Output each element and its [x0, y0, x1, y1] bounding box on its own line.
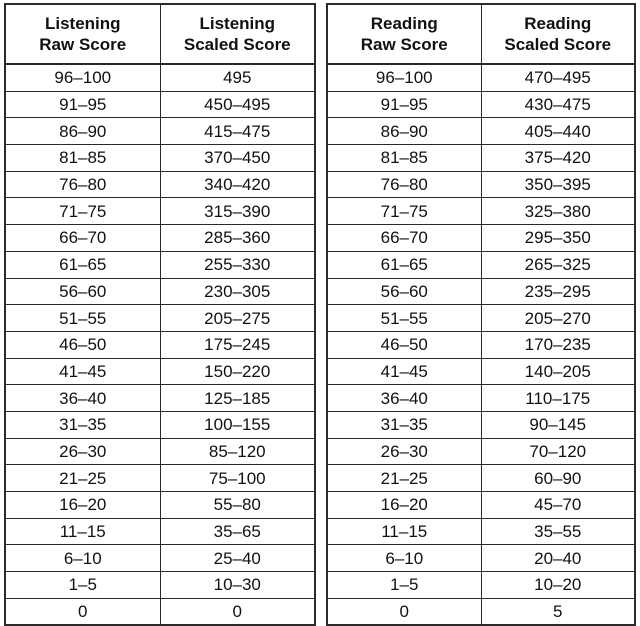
- listening-raw-score-cell: 86–90: [5, 118, 160, 145]
- reading-raw-score-cell: 61–65: [327, 251, 481, 278]
- listening-scaled-score-cell: 125–185: [160, 385, 315, 412]
- listening-scaled-score-cell: 370–450: [160, 145, 315, 172]
- table-row: [327, 518, 635, 545]
- reading-scaled-score-cell: 470–495: [481, 64, 635, 91]
- table-row: [5, 171, 315, 198]
- reading-table-body: [327, 64, 635, 625]
- reading-raw-score-header: [327, 4, 481, 64]
- table-row: [5, 385, 315, 412]
- listening-scaled-score-cell: 315–390: [160, 198, 315, 225]
- reading-raw-score-cell: 96–100: [327, 64, 481, 91]
- listening-scaled-score-cell: 35–65: [160, 518, 315, 545]
- reading-scaled-score-cell: 375–420: [481, 145, 635, 172]
- reading-scaled-score-cell: 325–380: [481, 198, 635, 225]
- listening-scaled-score-cell: 85–120: [160, 438, 315, 465]
- table-row: [327, 278, 635, 305]
- reading-scaled-score-cell: 60–90: [481, 465, 635, 492]
- listening-raw-score-cell: 51–55: [5, 305, 160, 332]
- reading-raw-header-line-2: Raw Score: [360, 35, 448, 54]
- listening-scaled-header-line-1: Listening: [199, 14, 276, 33]
- listening-raw-score-cell: 61–65: [5, 251, 160, 278]
- table-row: [327, 438, 635, 465]
- listening-scaled-score-cell: 450–495: [160, 91, 315, 118]
- listening-raw-score-cell: 96–100: [5, 64, 160, 91]
- reading-scaled-score-cell: 90–145: [481, 411, 635, 438]
- reading-raw-score-cell: 81–85: [327, 145, 481, 172]
- listening-scaled-score-cell: 340–420: [160, 171, 315, 198]
- listening-scaled-score-cell: 230–305: [160, 278, 315, 305]
- listening-header-row: [5, 4, 315, 64]
- listening-raw-score-cell: 41–45: [5, 358, 160, 385]
- reading-scaled-score-cell: 35–55: [481, 518, 635, 545]
- reading-scaled-score-cell: 5: [481, 598, 635, 625]
- table-row: [5, 545, 315, 572]
- table-row: [327, 358, 635, 385]
- table-row: [5, 118, 315, 145]
- listening-scaled-header-line-2: Scaled Score: [183, 35, 291, 54]
- reading-scaled-score-cell: 10–20: [481, 572, 635, 599]
- reading-header-row: [327, 4, 635, 64]
- table-row: [327, 545, 635, 572]
- listening-scaled-score-cell: 255–330: [160, 251, 315, 278]
- listening-scaled-score-cell: 55–80: [160, 492, 315, 519]
- reading-scaled-score-cell: 170–235: [481, 331, 635, 358]
- table-row: [5, 251, 315, 278]
- table-row: [5, 518, 315, 545]
- table-row: [327, 411, 635, 438]
- reading-raw-score-cell: 56–60: [327, 278, 481, 305]
- reading-raw-score-cell: 51–55: [327, 305, 481, 332]
- table-row: [327, 305, 635, 332]
- table-row: [327, 465, 635, 492]
- table-row: [327, 118, 635, 145]
- table-row: [327, 598, 635, 625]
- table-row: [5, 305, 315, 332]
- listening-scaled-score-cell: 10–30: [160, 572, 315, 599]
- listening-scaled-score-cell: 0: [160, 598, 315, 625]
- table-row: [5, 358, 315, 385]
- table-row: [327, 251, 635, 278]
- reading-raw-score-cell: 91–95: [327, 91, 481, 118]
- reading-scaled-score-cell: 140–205: [481, 358, 635, 385]
- listening-raw-score-cell: 76–80: [5, 171, 160, 198]
- table-row: [327, 225, 635, 252]
- listening-raw-score-cell: 71–75: [5, 198, 160, 225]
- listening-raw-score-cell: 81–85: [5, 145, 160, 172]
- table-row: [327, 572, 635, 599]
- reading-raw-score-cell: 26–30: [327, 438, 481, 465]
- listening-scaled-score-cell: 150–220: [160, 358, 315, 385]
- listening-raw-score-cell: 0: [5, 598, 160, 625]
- listening-scaled-score-cell: 100–155: [160, 411, 315, 438]
- reading-table-header: [327, 4, 635, 64]
- listening-raw-header-line-1: Listening: [44, 14, 121, 33]
- reading-scaled-score-header: [481, 4, 635, 64]
- table-row: [327, 331, 635, 358]
- reading-scaled-score-cell: 295–350: [481, 225, 635, 252]
- reading-raw-score-cell: 21–25: [327, 465, 481, 492]
- listening-raw-score-cell: 31–35: [5, 411, 160, 438]
- table-row: [327, 492, 635, 519]
- table-row: [5, 145, 315, 172]
- table-row: [5, 411, 315, 438]
- listening-score-table: [4, 3, 316, 626]
- reading-raw-score-cell: 16–20: [327, 492, 481, 519]
- reading-scaled-score-cell: 20–40: [481, 545, 635, 572]
- listening-table-header: [5, 4, 315, 64]
- reading-score-table: [326, 3, 636, 626]
- table-row: [327, 385, 635, 412]
- table-row: [5, 225, 315, 252]
- listening-scaled-score-cell: 285–360: [160, 225, 315, 252]
- reading-raw-score-cell: 0: [327, 598, 481, 625]
- reading-scaled-score-cell: 235–295: [481, 278, 635, 305]
- reading-scaled-score-cell: 110–175: [481, 385, 635, 412]
- listening-scaled-score-cell: 415–475: [160, 118, 315, 145]
- listening-raw-score-cell: 46–50: [5, 331, 160, 358]
- reading-raw-score-cell: 41–45: [327, 358, 481, 385]
- reading-scaled-score-cell: 45–70: [481, 492, 635, 519]
- reading-raw-score-cell: 11–15: [327, 518, 481, 545]
- reading-raw-score-cell: 71–75: [327, 198, 481, 225]
- listening-scaled-score-cell: 205–275: [160, 305, 315, 332]
- listening-raw-score-cell: 91–95: [5, 91, 160, 118]
- listening-raw-score-cell: 56–60: [5, 278, 160, 305]
- reading-raw-score-cell: 66–70: [327, 225, 481, 252]
- reading-scaled-header-line-1: Reading: [524, 14, 592, 33]
- table-row: [5, 64, 315, 91]
- reading-raw-score-cell: 86–90: [327, 118, 481, 145]
- reading-scaled-score-cell: 70–120: [481, 438, 635, 465]
- listening-raw-score-cell: 66–70: [5, 225, 160, 252]
- listening-scaled-score-cell: 75–100: [160, 465, 315, 492]
- table-row: [327, 91, 635, 118]
- reading-raw-score-cell: 76–80: [327, 171, 481, 198]
- table-row: [5, 572, 315, 599]
- table-row: [5, 465, 315, 492]
- listening-raw-score-cell: 36–40: [5, 385, 160, 412]
- reading-scaled-score-cell: 350–395: [481, 171, 635, 198]
- reading-scaled-header-line-2: Scaled Score: [504, 35, 612, 54]
- listening-raw-score-cell: 1–5: [5, 572, 160, 599]
- listening-scaled-score-header: [160, 4, 315, 64]
- listening-scaled-score-cell: 175–245: [160, 331, 315, 358]
- listening-raw-score-cell: 21–25: [5, 465, 160, 492]
- listening-raw-header-line-2: Raw Score: [39, 35, 127, 54]
- listening-scaled-score-cell: 25–40: [160, 545, 315, 572]
- reading-raw-score-cell: 46–50: [327, 331, 481, 358]
- listening-scaled-score-cell: 495: [160, 64, 315, 91]
- table-row: [5, 492, 315, 519]
- reading-raw-score-cell: 31–35: [327, 411, 481, 438]
- reading-scaled-score-cell: 430–475: [481, 91, 635, 118]
- reading-scaled-score-cell: 405–440: [481, 118, 635, 145]
- listening-raw-score-cell: 26–30: [5, 438, 160, 465]
- listening-raw-score-cell: 16–20: [5, 492, 160, 519]
- table-row: [5, 598, 315, 625]
- listening-raw-score-cell: 6–10: [5, 545, 160, 572]
- listening-table-body: [5, 64, 315, 625]
- reading-raw-score-cell: 1–5: [327, 572, 481, 599]
- table-row: [327, 198, 635, 225]
- table-row: [327, 171, 635, 198]
- reading-raw-score-cell: 36–40: [327, 385, 481, 412]
- listening-raw-score-cell: 11–15: [5, 518, 160, 545]
- table-row: [5, 331, 315, 358]
- table-row: [327, 145, 635, 172]
- table-row: [327, 64, 635, 91]
- table-row: [5, 438, 315, 465]
- table-row: [5, 198, 315, 225]
- table-row: [5, 91, 315, 118]
- reading-raw-header-line-1: Reading: [370, 14, 438, 33]
- reading-raw-score-cell: 6–10: [327, 545, 481, 572]
- table-row: [5, 278, 315, 305]
- reading-scaled-score-cell: 205–270: [481, 305, 635, 332]
- reading-scaled-score-cell: 265–325: [481, 251, 635, 278]
- listening-raw-score-header: [5, 4, 160, 64]
